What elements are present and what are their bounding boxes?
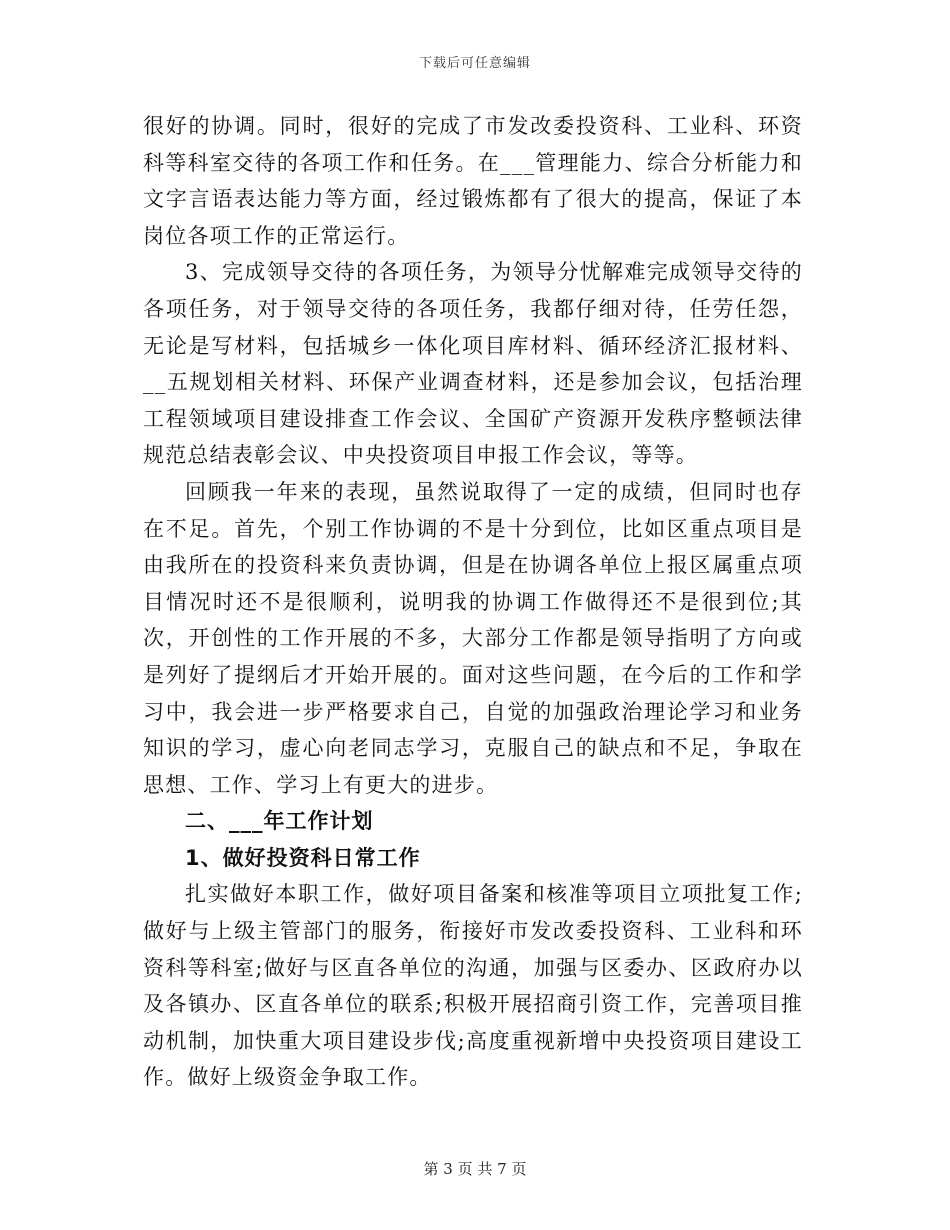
page-header-note: 下载后可任意编辑 — [418, 56, 531, 71]
section-heading-work-plan: 二、___年工作计划 — [185, 809, 374, 834]
paragraph-daily-work: 扎实做好本职工作，做好项目备案和核准等项目立项批复工作;做好与上级主管部门的服务，衔接好市发改委投资科、工业科和环资科等科室;做好与区直各单位的沟通，加强与区委办、区政府办以及各镇办、区直各单位的联系;积极开展招商引资工作，完善项目推动机制，加快重大项目建设步伐;高度重视新增中央投资项目建设工作。做好上级资金争取工作。 — [143, 882, 803, 1090]
page-number: 第 3 页 共 7 页 — [423, 1160, 527, 1178]
paragraph-review: 回顾我一年来的表现，虽然说取得了一定的成绩，但同时也存在不足。首先，个别工作协调的不是十分到位，比如区重点项目是由我所在的投资科来负责协调，但是在协调各单位上报区属重点项目情况时还不是很顺利，说明我的协调工作做得还不是很到位;其次，开创性的工作开展的不多，大部分工作都是领导指明了方向或是列好了提纲后才开始开展的。面对这些问题，在今后的工作和学习中，我会进一步严格要求自己，自觉的加强政治理论学习和业务知识的学习，虚心向老同志学习，克服自己的缺点和不足，争取在思想、工作、学习上有更大的进步。 — [143, 479, 803, 797]
paragraph-item-3: 3、完成领导交待的各项任务，为领导分忧解难完成领导交待的各项任务，对于领导交待的各项任务，我都仔细对待，任劳任怨，无论是写材料，包括城乡一体化项目库材料、循环经济汇报材料、__五规划相关材料、环保产业调查材料，还是参加会议，包括治理工程领域项目建设排查工作会议、全国矿产资源开发秩序整顿法律规范总结表彰会议、中央投资项目申报工作会议，等等。 — [143, 260, 803, 468]
subsection-heading-daily-work: 1、做好投资科日常工作 — [185, 845, 421, 870]
paragraph-continuation: 很好的协调。同时，很好的完成了市发改委投资科、工业科、环资科等科室交待的各项工作和任务。在___管理能力、综合分析能力和文字言语表达能力等方面，经过锻炼都有了很大的提高，保证了本岗位各项工作的正常运行。 — [143, 114, 803, 248]
document-body — [143, 108, 803, 1096]
